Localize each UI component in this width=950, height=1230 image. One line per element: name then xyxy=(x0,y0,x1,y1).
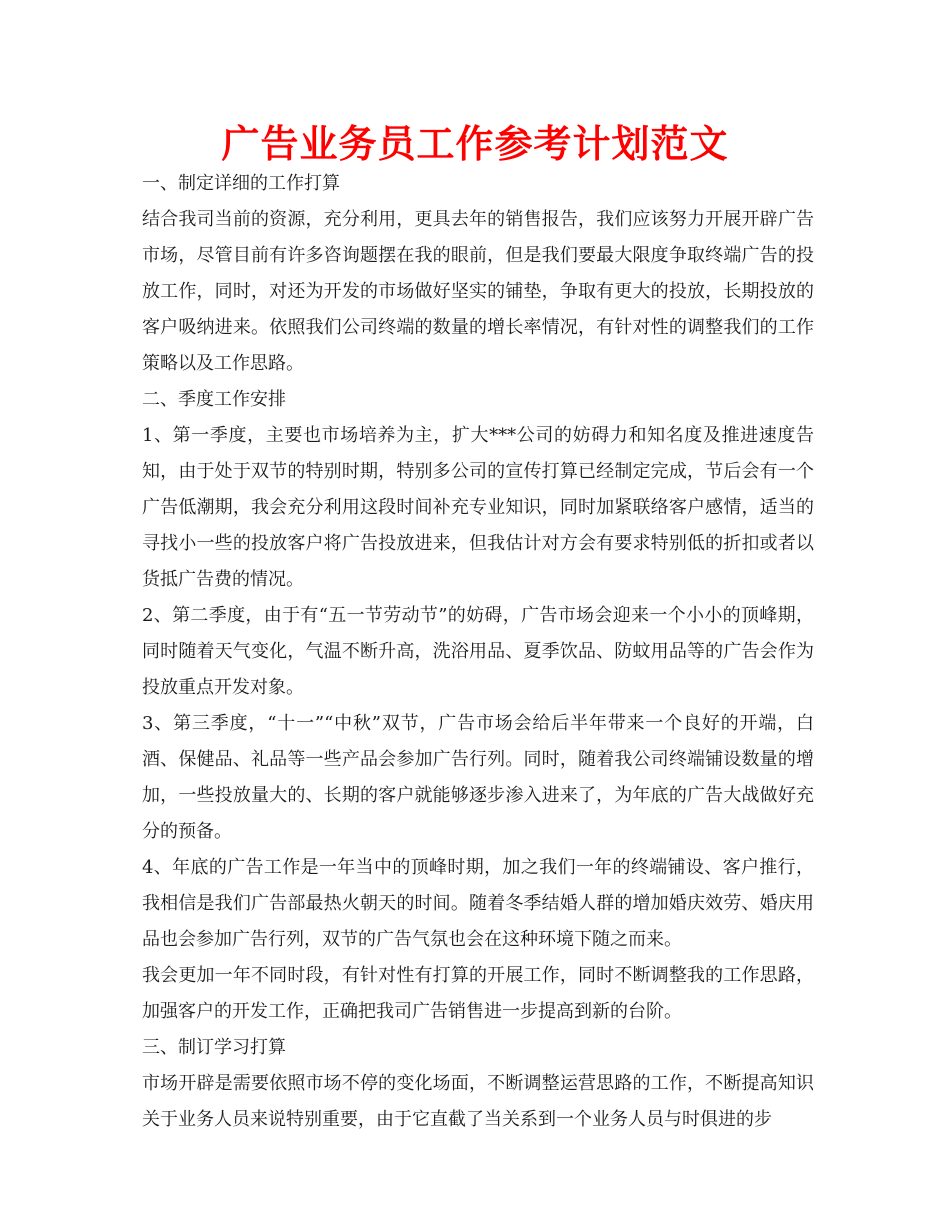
paragraph: 市场开辟是需要依照市场不停的变化场面，不断调整运营思路的工作，不断提高知识关于业务人员来说特别重要，由于它直截了当关系到一个业务人员与时俱进的步 xyxy=(142,1073,814,1130)
section-heading-3: 三、制订学习打算 xyxy=(142,1037,286,1058)
paragraph-q1: 1、第一季度，主要也市场培养为主，扩大***公司的妨碍力和知名度及推进速度告知，由于处于双节的特别时期，特别多公司的宣传打算已经制定完成，节后会有一个广告低潮期，我会充分利用这段时间补充专业知识，同时加紧联络客户感情，适当的寻找小一些的投放客户将广告投放进来，但我估计对方会有要求特别低的折扣或者以货抵广告费的情况。 xyxy=(142,425,814,590)
paragraph-q3: 3、第三季度，“十一”“中秋”双节，广告市场会给后半年带来一个良好的开端，白酒、保健品、礼品等一些产品会参加广告行列。同时，随着我公司终端铺设数量的增加，一些投放量大的、长期的客户就能够逐步渗入进来了，为年底的广告大战做好充分的预备。 xyxy=(142,713,814,842)
document-title: 广告业务员工作参考计划范文 xyxy=(221,122,729,166)
paragraph: 我会更加一年不同时段，有针对性有打算的开展工作，同时不断调整我的工作思路，加强客户的开发工作，正确把我司广告销售进一步提高到新的台阶。 xyxy=(142,965,814,1022)
document-body xyxy=(142,166,814,1138)
paragraph-q4: 4、年底的广告工作是一年当中的顶峰时期，加之我们一年的终端铺设、客户推行，我相信是我们广告部最热火朝天的时间。随着冬季结婚人群的增加婚庆效劳、婚庆用品也会参加广告行列，双节的广告气氛也会在这种环境下随之而来。 xyxy=(142,857,814,950)
section-heading-2: 二、季度工作安排 xyxy=(142,389,286,410)
paragraph: 结合我司当前的资源，充分利用，更具去年的销售报告，我们应该努力开展开辟广告市场，尽管目前有许多咨询题摆在我的眼前，但是我们要最大限度争取终端广告的投放工作，同时，对还为开发的市场做好坚实的铺垫，争取有更大的投放，长期投放的客户吸纳进来。依照我们公司终端的数量的增长率情况，有针对性的调整我们的工作策略以及工作思路。 xyxy=(142,209,814,374)
paragraph-q2: 2、第二季度，由于有“五一节劳动节”的妨碍，广告市场会迎来一个小小的顶峰期，同时随着天气变化，气温不断升高，洗浴用品、夏季饮品、防蚊用品等的广告会作为投放重点开发对象。 xyxy=(142,605,814,698)
section-heading-1: 一、制定详细的工作打算 xyxy=(142,173,340,194)
